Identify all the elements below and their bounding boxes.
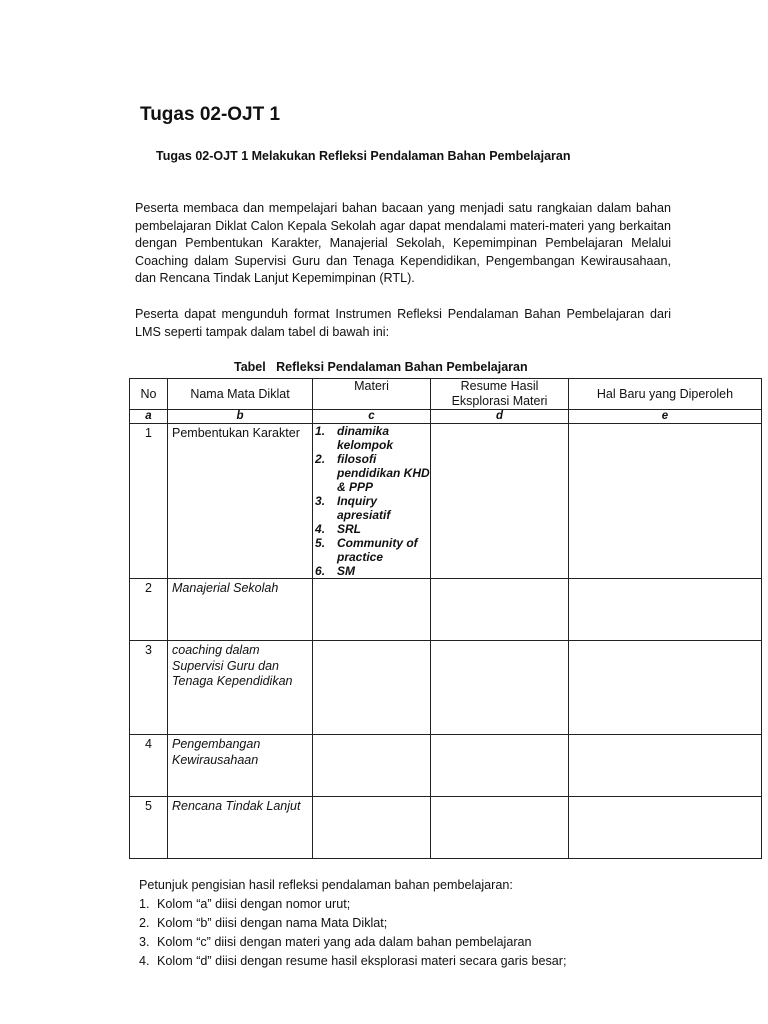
instruction-text: Kolom “a” diisi dengan nomor urut; bbox=[157, 897, 351, 911]
reflection-table bbox=[129, 378, 762, 859]
download-paragraph: Peserta dapat mengunduh format Instrumen Refleksi Pendalaman Bahan Pembelajaran dari LMS seperti tampak dalam tabel di bawah ini: bbox=[135, 307, 671, 339]
row-mata-diklat: Pengembangan Kewirausahaan bbox=[168, 735, 313, 797]
table-row bbox=[130, 735, 762, 797]
row-hal-baru-cell[interactable] bbox=[569, 797, 762, 859]
row-mata-diklat: Rencana Tindak Lanjut bbox=[168, 797, 313, 859]
letter-e: e bbox=[569, 410, 762, 424]
row-resume-cell[interactable] bbox=[431, 735, 569, 797]
table-header-row bbox=[130, 379, 762, 410]
table-row bbox=[130, 424, 762, 579]
table-row bbox=[130, 797, 762, 859]
row-resume-cell[interactable] bbox=[431, 579, 569, 641]
row-hal-baru-cell[interactable] bbox=[569, 579, 762, 641]
row-number: 1 bbox=[130, 424, 168, 579]
instruction-number: 1. bbox=[139, 897, 150, 911]
materi-item: SRL bbox=[337, 522, 361, 536]
row-mata-diklat: coaching dalam Supervisi Guru dan Tenaga Kependidikan bbox=[168, 641, 313, 735]
instruction-item bbox=[139, 952, 566, 971]
row-resume-cell[interactable] bbox=[431, 641, 569, 735]
materi-item: dinamika kelompok bbox=[337, 424, 394, 452]
table-letter-row bbox=[130, 410, 762, 424]
instruction-number: 4. bbox=[139, 954, 150, 968]
instruction-text: Kolom “c” diisi dengan materi yang ada dalam bahan pembelajaran bbox=[157, 935, 532, 949]
row-mata-diklat: Pembentukan Karakter bbox=[168, 424, 313, 579]
document-subtitle: Tugas 02-OJT 1 Melakukan Refleksi Pendalaman Bahan Pembelajaran bbox=[156, 149, 571, 163]
row-number: 4 bbox=[130, 735, 168, 797]
row-mata-diklat: Manajerial Sekolah bbox=[168, 579, 313, 641]
row-number: 5 bbox=[130, 797, 168, 859]
row-number: 2 bbox=[130, 579, 168, 641]
header-nama-mata-diklat: Nama Mata Diklat bbox=[168, 379, 313, 410]
row-hal-baru-cell[interactable] bbox=[569, 735, 762, 797]
letter-b: b bbox=[168, 410, 313, 424]
instructions-list bbox=[139, 895, 566, 971]
materi-list bbox=[313, 424, 430, 578]
document-title: Tugas 02-OJT 1 bbox=[140, 104, 281, 125]
letter-c: c bbox=[313, 410, 431, 424]
row-materi-cell[interactable] bbox=[313, 735, 431, 797]
instruction-text: Kolom “b” diisi dengan nama Mata Diklat; bbox=[157, 916, 388, 930]
materi-item: SM bbox=[337, 564, 355, 578]
table-row bbox=[130, 579, 762, 641]
header-resume: Resume Hasil Eksplorasi Materi bbox=[431, 379, 569, 410]
instruction-item bbox=[139, 895, 566, 914]
row-materi-cell bbox=[313, 424, 431, 579]
header-no: No bbox=[130, 379, 168, 410]
letter-d: d bbox=[431, 410, 569, 424]
materi-item: filosofi pendidikan KHD & PPP bbox=[337, 452, 430, 494]
header-materi: Materi bbox=[313, 379, 431, 410]
materi-item: Community of practice bbox=[337, 536, 418, 564]
instruction-item bbox=[139, 914, 566, 933]
row-materi-cell[interactable] bbox=[313, 579, 431, 641]
instructions-intro: Petunjuk pengisian hasil refleksi pendalaman bahan pembelajaran: bbox=[139, 878, 513, 892]
row-materi-cell[interactable] bbox=[313, 797, 431, 859]
instruction-number: 2. bbox=[139, 916, 150, 930]
materi-item: Inquiry apresiatif bbox=[337, 494, 391, 522]
row-materi-cell[interactable] bbox=[313, 641, 431, 735]
row-hal-baru-cell[interactable] bbox=[569, 641, 762, 735]
header-hal-baru: Hal Baru yang Diperoleh bbox=[569, 379, 762, 410]
table-caption: Tabel Refleksi Pendalaman Bahan Pembelajaran bbox=[234, 360, 528, 374]
row-resume-cell[interactable] bbox=[431, 797, 569, 859]
intro-paragraph: Peserta membaca dan mempelajari bahan bacaan yang menjadi satu rangkaian dalam bahan pembelajaran Diklat Calon Kepala Sekolah agar dapat mendalami materi-materi yang berkaitan dengan Pembentukan Karakter, Manajerial Sekolah, Kepemimpinan Pembelajaran Melalui Coaching dalam Supervisi Guru dan Tenaga Kependidikan, Pengembangan Kewirausahaan, dan Rencana Tindak Lanjut Kepemimpinan (RTL). bbox=[135, 201, 671, 286]
row-hal-baru-cell[interactable] bbox=[569, 424, 762, 579]
table-row bbox=[130, 641, 762, 735]
instruction-text: Kolom “d” diisi dengan resume hasil eksplorasi materi secara garis besar; bbox=[157, 954, 567, 968]
letter-a: a bbox=[130, 410, 168, 424]
row-number: 3 bbox=[130, 641, 168, 735]
instruction-number: 3. bbox=[139, 935, 150, 949]
row-resume-cell[interactable] bbox=[431, 424, 569, 579]
instruction-item bbox=[139, 933, 566, 952]
